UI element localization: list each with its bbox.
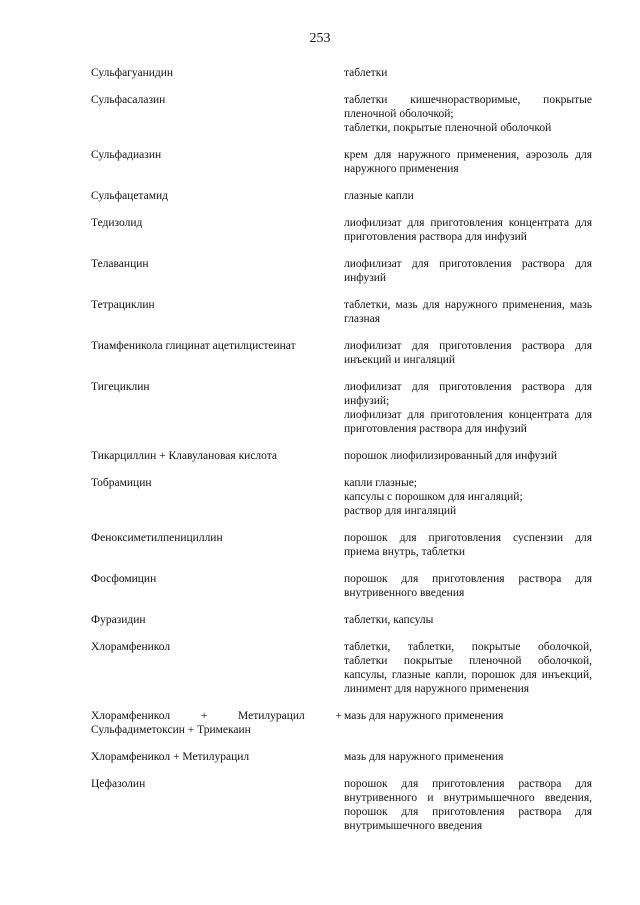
dosage-form-line: лиофилизат для приготовления раствора для инфузий	[344, 258, 592, 284]
dosage-form-line: лиофилизат для приготовления раствора для инфузий;	[344, 381, 592, 407]
drug-name: Тиамфеникола глицинат ацетилцистеинат	[91, 340, 296, 352]
dosage-form-line: таблетки, таблетки, покрытые оболочкой, таблетки покрытые пленочной оболочкой, капсулы, глазные капли, порошок для инъекций, линимент для наружного применения	[344, 641, 592, 695]
dosage-forms	[344, 613, 592, 627]
drug-name: Сульфагуанидин	[91, 67, 174, 79]
dosage-forms	[344, 777, 592, 833]
dosage-form-line: лиофилизат для приготовления концентрата для приготовления раствора для инфузий	[344, 409, 592, 435]
dosage-form-line: порошок для приготовления суспензии для приема внутрь, таблетки	[344, 532, 592, 558]
table-row	[91, 613, 592, 627]
table-row	[91, 148, 592, 176]
drug-name: Телаванцин	[91, 258, 149, 270]
dosage-forms	[344, 531, 592, 559]
dosage-forms	[344, 476, 592, 518]
table-row	[91, 380, 592, 436]
dosage-form-line: раствор для ингаляций	[344, 505, 457, 517]
dosage-form-line: глазные капли	[344, 190, 414, 202]
drug-name: Тетрациклин	[91, 299, 155, 311]
dosage-form-line: таблетки кишечнорастворимые, покрытые пленочной оболочкой;	[344, 94, 592, 120]
table-row	[91, 339, 592, 367]
table-row	[91, 449, 592, 463]
dosage-form-line: капсулы с порошком для ингаляций;	[344, 491, 523, 503]
dosage-form-line: таблетки, капсулы	[344, 614, 434, 626]
dosage-forms	[344, 339, 592, 367]
drug-name: Феноксиметилпенициллин	[91, 532, 223, 544]
dosage-form-line: порошок лиофилизированный для инфузий	[344, 450, 558, 462]
dosage-form-line: капли глазные;	[344, 477, 417, 489]
drug-name: Фосфомицин	[91, 573, 157, 585]
drug-name: Тедизолид	[91, 217, 143, 229]
drug-table	[91, 66, 592, 846]
dosage-form-line: мазь для наружного применения	[344, 710, 504, 722]
dosage-forms	[344, 380, 592, 436]
dosage-forms	[344, 216, 592, 244]
dosage-forms	[344, 66, 592, 80]
table-row	[91, 257, 592, 285]
drug-name: Цефазолин	[91, 778, 146, 790]
table-row	[91, 640, 592, 696]
drug-name: Хлорамфеникол + Метилурацил + Сульфадиметоксин + Тримекаин	[91, 710, 342, 736]
drug-name: Сульфацетамид	[91, 190, 168, 202]
page-number: 253	[309, 31, 331, 46]
dosage-form-line: мазь для наружного применения	[344, 751, 504, 763]
drug-name: Тобрамицин	[91, 477, 152, 489]
table-row	[91, 189, 592, 203]
drug-name: Тикарциллин + Клавулановая кислота	[91, 450, 278, 462]
dosage-form-line: крем для наружного применения, аэрозоль для наружного применения	[344, 149, 592, 175]
dosage-form-line: лиофилизат для приготовления раствора для инъекций и ингаляций	[344, 340, 592, 366]
table-row	[91, 777, 592, 833]
dosage-form-line: порошок для приготовления раствора для внутривенного введения	[344, 573, 592, 599]
drug-name: Хлорамфеникол	[91, 641, 171, 653]
drug-name: Сульфасалазин	[91, 94, 166, 106]
drug-name: Тигециклин	[91, 381, 150, 393]
drug-name: Хлорамфеникол + Метилурацил	[91, 751, 250, 763]
table-row	[91, 66, 592, 80]
dosage-forms	[344, 572, 592, 600]
dosage-forms	[344, 750, 592, 764]
drug-name: Фуразидин	[91, 614, 146, 626]
table-row	[91, 93, 592, 135]
dosage-forms	[344, 93, 592, 135]
dosage-form-line: таблетки, покрытые пленочной оболочкой	[344, 122, 552, 134]
dosage-forms	[344, 148, 592, 176]
dosage-form-line: таблетки	[344, 67, 388, 79]
dosage-forms	[344, 449, 592, 463]
dosage-forms	[344, 709, 592, 723]
dosage-forms	[344, 298, 592, 326]
table-row	[91, 476, 592, 518]
table-row	[91, 298, 592, 326]
table-row	[91, 531, 592, 559]
drug-name: Сульфадиазин	[91, 149, 162, 161]
dosage-form-line: порошок для приготовления раствора для внутривенного и внутримышечного введения, порошок для приготовления раствора для внутримышечного введения	[344, 778, 592, 832]
table-row	[91, 750, 592, 764]
dosage-form-line: лиофилизат для приготовления концентрата для приготовления раствора для инфузий	[344, 217, 592, 243]
dosage-forms	[344, 640, 592, 696]
dosage-form-line: таблетки, мазь для наружного применения, мазь глазная	[344, 299, 592, 325]
dosage-forms	[344, 257, 592, 285]
table-row	[91, 709, 592, 737]
dosage-forms	[344, 189, 592, 203]
table-row	[91, 572, 592, 600]
table-row	[91, 216, 592, 244]
